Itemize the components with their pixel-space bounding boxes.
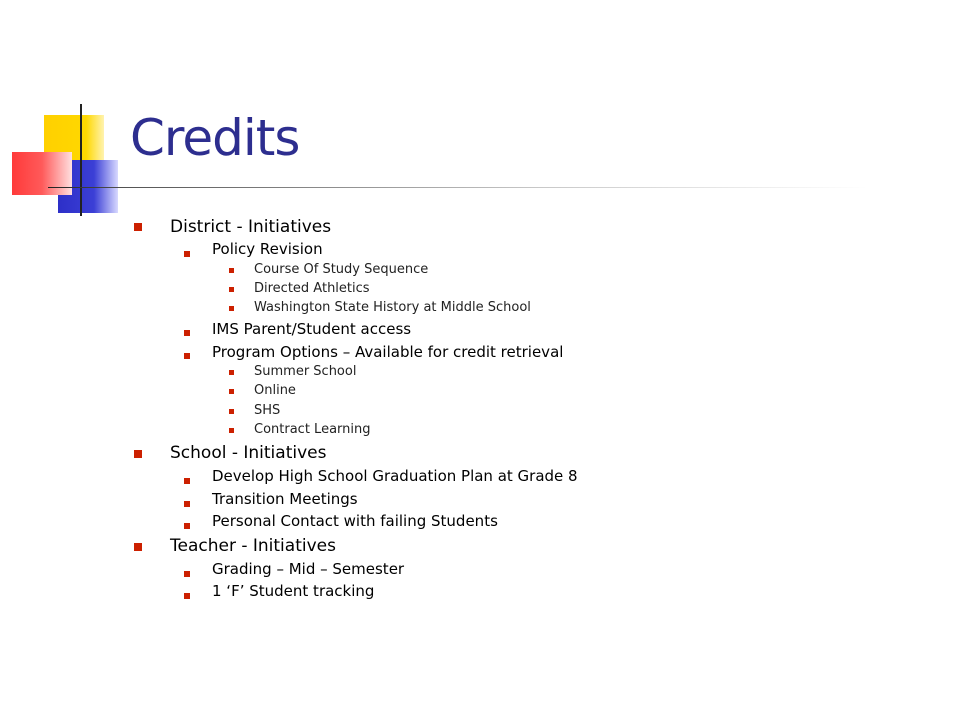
bullet-icon xyxy=(184,501,190,507)
bullet-icon xyxy=(184,593,190,599)
slide-title: Credits xyxy=(130,109,300,167)
item-ims-access: IMS Parent/Student access xyxy=(212,320,412,338)
bullet-icon xyxy=(184,571,190,577)
bullet-icon xyxy=(134,543,142,551)
subitem-washington-history: Washington State History at Middle School xyxy=(254,300,531,315)
bullet-icon xyxy=(229,306,234,311)
bullet-icon xyxy=(184,478,190,484)
title-underline xyxy=(48,187,868,188)
bullet-icon xyxy=(229,370,234,375)
corner-decoration xyxy=(0,0,140,230)
subitem-course-of-study: Course Of Study Sequence xyxy=(254,262,429,277)
subitem-contract-learning: Contract Learning xyxy=(254,422,371,437)
red-square-decoration xyxy=(12,152,72,195)
subitem-summer-school: Summer School xyxy=(254,364,357,379)
section-teacher-label: Teacher - Initiatives xyxy=(170,536,336,556)
subitem-online: Online xyxy=(254,383,296,398)
bullet-icon xyxy=(184,251,190,257)
bullet-icon xyxy=(134,223,142,231)
item-grading-mid-semester: Grading – Mid – Semester xyxy=(212,560,405,578)
item-personal-contact: Personal Contact with failing Students xyxy=(212,512,498,530)
bullet-icon xyxy=(229,409,234,414)
subitem-shs: SHS xyxy=(254,403,281,418)
bullet-icon xyxy=(184,523,190,529)
item-program-options: Program Options – Available for credit retrieval xyxy=(212,343,564,361)
bullet-icon xyxy=(229,287,234,292)
section-school-label: School - Initiatives xyxy=(170,443,327,463)
item-f-student-tracking: 1 ‘F’ Student tracking xyxy=(212,582,375,600)
bullet-icon xyxy=(134,450,142,458)
item-transition-meetings: Transition Meetings xyxy=(212,490,358,508)
bullet-icon xyxy=(184,353,190,359)
item-graduation-plan: Develop High School Graduation Plan at Grade 8 xyxy=(212,467,578,485)
bullet-icon xyxy=(229,428,234,433)
vertical-rule xyxy=(80,104,82,216)
section-district-label: District - Initiatives xyxy=(170,217,332,237)
bullet-icon xyxy=(229,268,234,273)
bullet-icon xyxy=(229,389,234,394)
bullet-icon xyxy=(184,330,190,336)
item-policy-revision: Policy Revision xyxy=(212,240,323,258)
subitem-directed-athletics: Directed Athletics xyxy=(254,281,370,296)
